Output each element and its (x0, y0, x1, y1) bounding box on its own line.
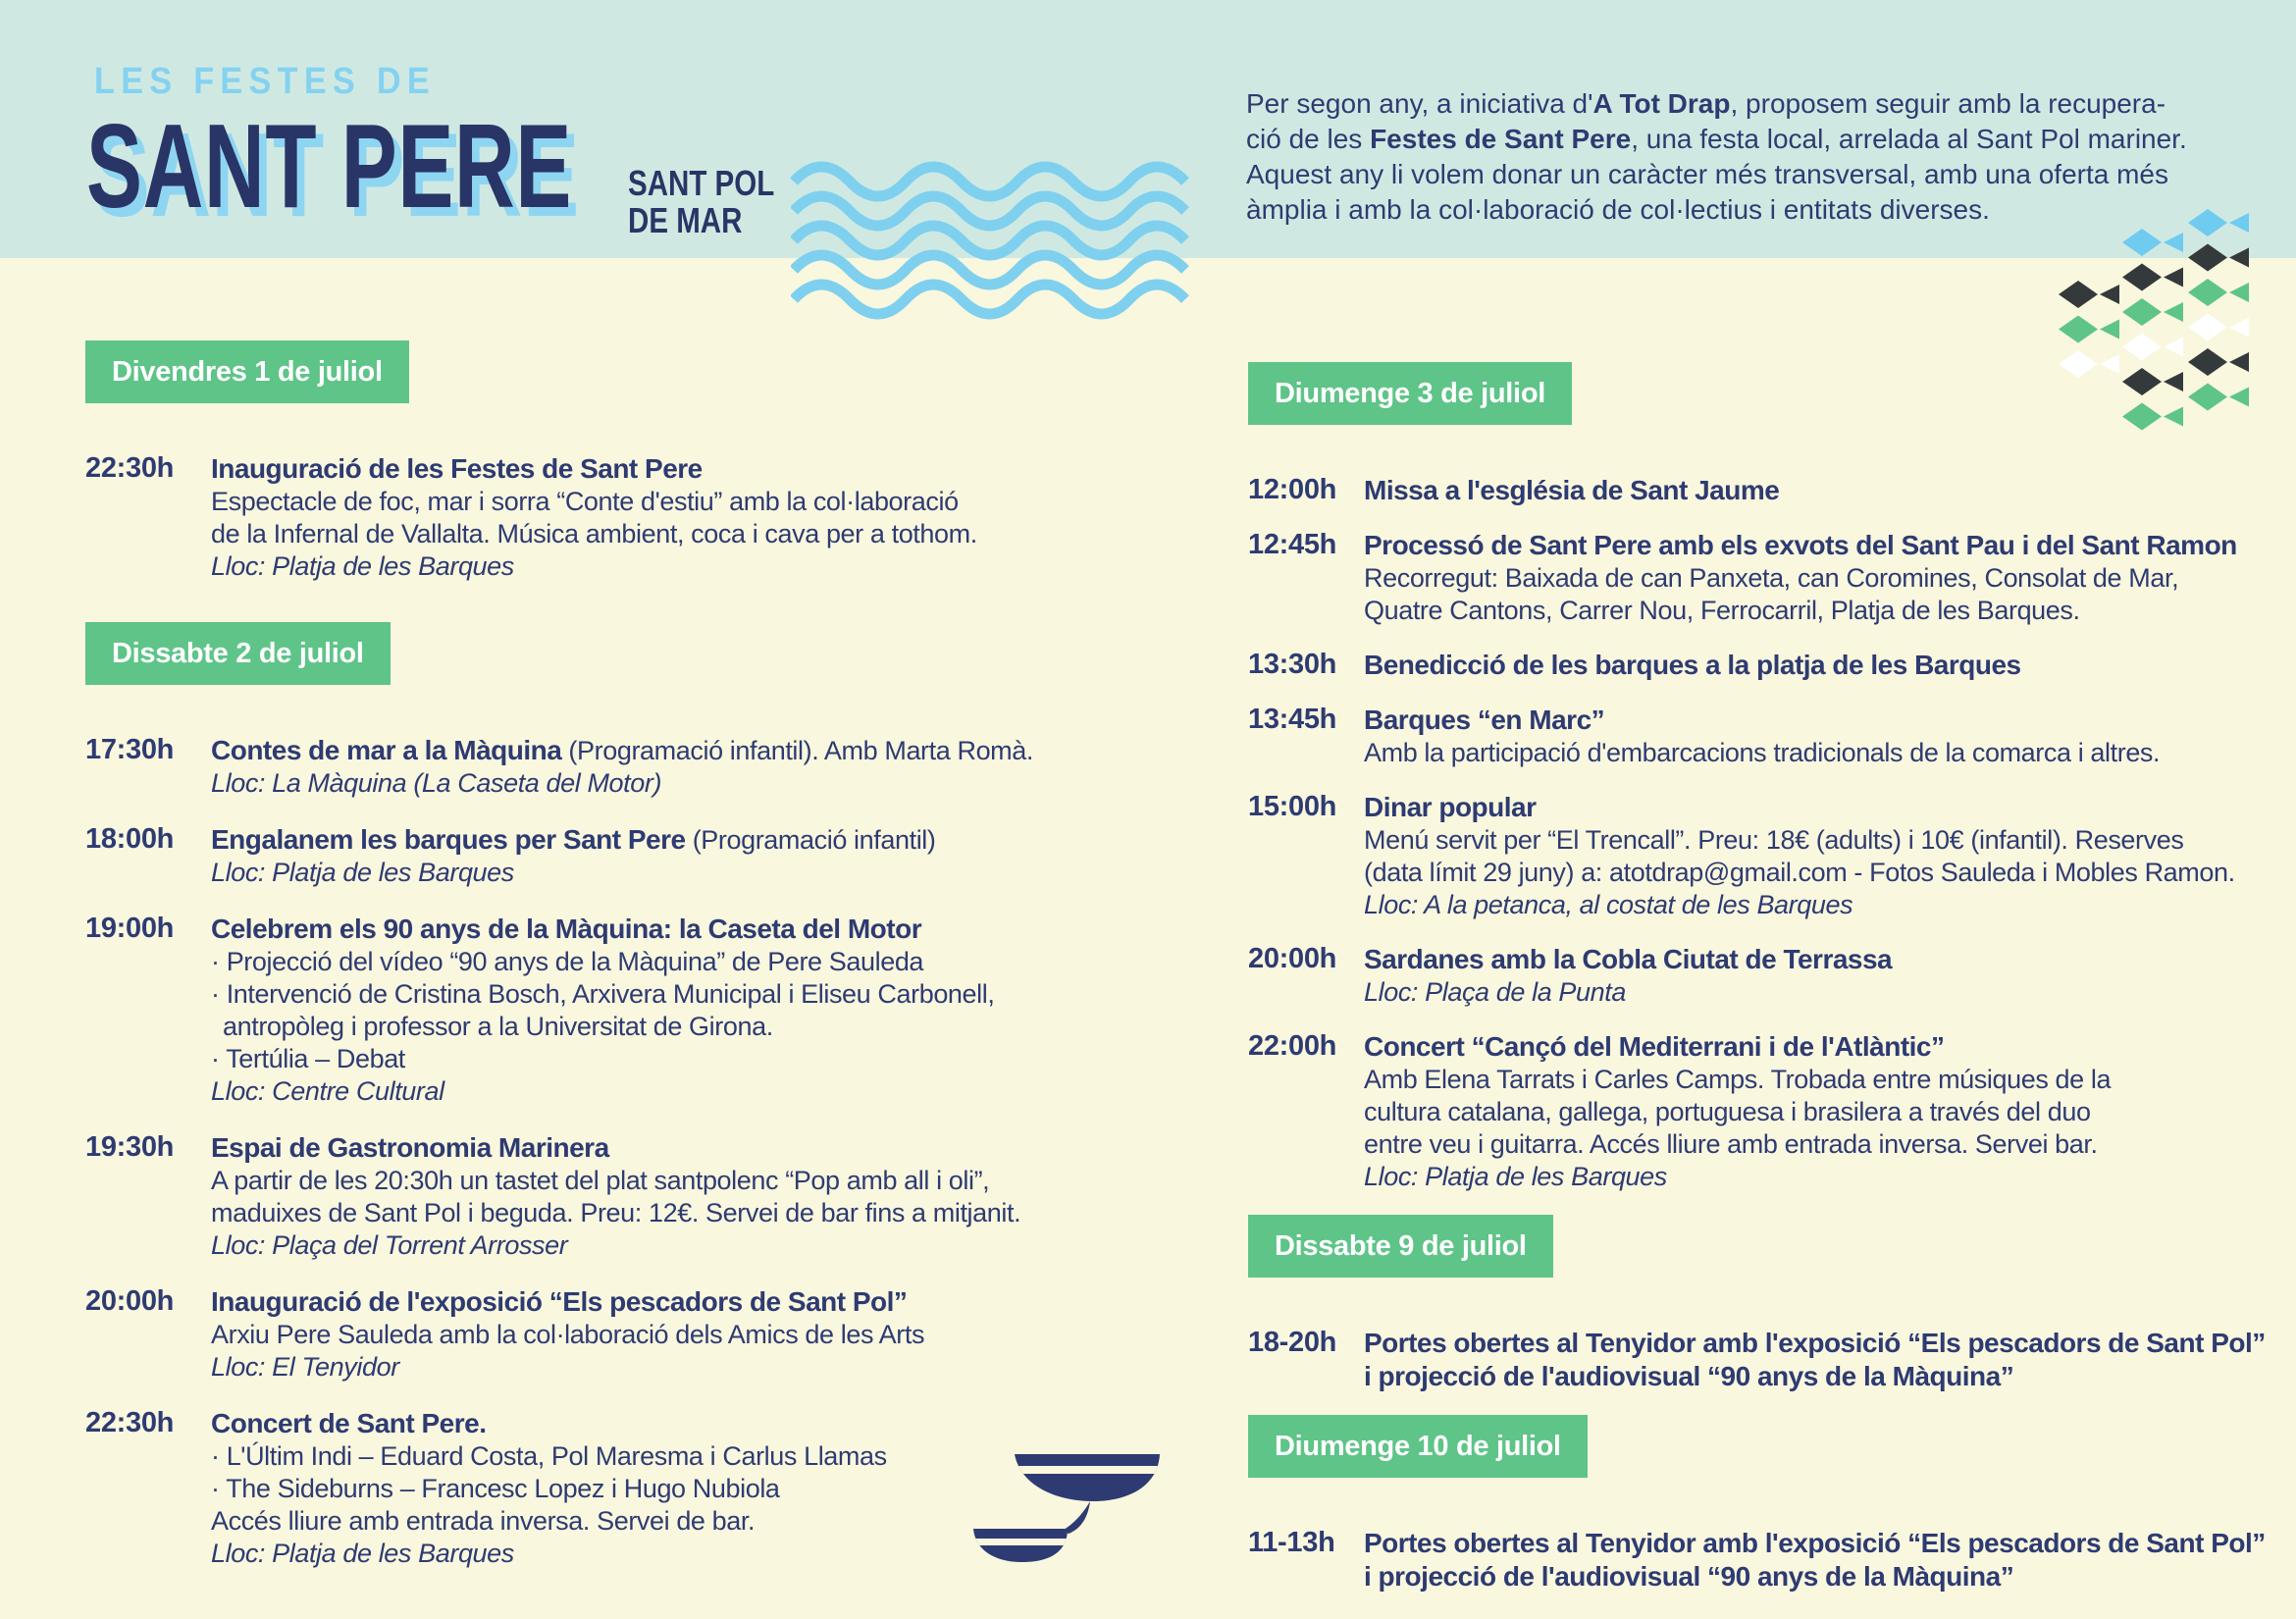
intro-line: àmplia i amb la col·laboració de col·lectius i entitats diverses. (1246, 194, 1990, 225)
event-line: Dinar popular (1364, 792, 1537, 822)
fish-icon (2188, 384, 2249, 411)
intro-line: ció de les Festes de Sant Pere, una festa local, arrelada al Sant Pol mariner. (1246, 124, 2187, 154)
event-row (1248, 1030, 2288, 1193)
event-row (1248, 704, 2288, 769)
poster-subtitle (628, 165, 774, 239)
fish-icon (2122, 298, 2183, 326)
fish-icon (2188, 244, 2249, 272)
day-section (1248, 1215, 2288, 1393)
event-row (1248, 649, 2288, 682)
event-line: Benedicció de les barques a la platja de les Barques (1364, 650, 2021, 680)
event-line: Barques “en Marc” (1364, 705, 1605, 735)
event-time: 12:00h (1248, 474, 1337, 505)
event-row (85, 1285, 1140, 1384)
fish-icon (2122, 334, 2183, 361)
event-row (85, 1131, 1140, 1262)
event-row (85, 452, 1140, 583)
event-line: Celebrem els 90 anys de la Màquina: la Caseta del Motor (211, 914, 922, 944)
event-line: de la Infernal de Vallalta. Música ambient, coca i cava per a tothom. (211, 519, 977, 548)
event-row (85, 913, 1140, 1108)
event-line: Lloc: Plaça del Torrent Arrosser (211, 1230, 568, 1260)
event-line: Espectacle de foc, mar i sorra “Conte d'estiu” amb la col·laboració (211, 487, 959, 516)
event-body (211, 452, 1140, 583)
event-row (1248, 1327, 2288, 1393)
event-line: Arxiu Pere Sauleda amb la col·laboració dels Amics de les Arts (211, 1320, 925, 1349)
fish-icon (2188, 279, 2249, 306)
event-line: Lloc: El Tenyidor (211, 1352, 399, 1382)
event-body (1364, 1327, 2288, 1393)
event-line: (data límit 29 juny) a: atotdrap@gmail.com - Fotos Sauleda i Mobles Ramon. (1364, 858, 2235, 887)
fish-icon (2188, 348, 2249, 376)
event-line: Processó de Sant Pere amb els exvots del Sant Pau i del Sant Ramon (1364, 530, 2237, 560)
event-time: 20:00h (1248, 943, 1337, 974)
intro-text (1246, 86, 2188, 228)
event-body (211, 734, 1140, 800)
event-row (1248, 1527, 2288, 1593)
event-line: A partir de les 20:30h un tastet del plat santpolenc “Pop amb all i oli”, (211, 1166, 990, 1195)
event-line: · L'Últim Indi – Eduard Costa, Pol Maresma i Carlus Llamas (211, 1441, 887, 1471)
day-section (1248, 1415, 2288, 1593)
event-body (1364, 943, 2288, 1009)
event-line: Sardanes amb la Cobla Ciutat de Terrassa (1364, 944, 1893, 974)
event-line: cultura catalana, gallega, portuguesa i brasilera a través del duo (1364, 1097, 2091, 1126)
event-time: 22:30h (85, 1407, 175, 1438)
intro-line: Aquest any li volem donar un caràcter més transversal, amb una oferta més (1246, 159, 2168, 189)
fish-icon (2122, 229, 2183, 256)
event-line: i projecció de l'audiovisual “90 anys de la Màquina” (1364, 1561, 2014, 1592)
event-body (211, 1285, 1140, 1384)
event-line: Engalanem les barques per Sant Pere (Programació infantil) (211, 824, 936, 855)
fish-school-icon (2049, 196, 2296, 491)
intro-line: Per segon any, a iniciativa d'A Tot Drap, proposem seguir amb la recupera- (1246, 88, 2166, 119)
event-line: Missa a l'església de Sant Jaume (1364, 475, 1780, 505)
event-time: 20:00h (85, 1285, 175, 1317)
event-line: Lloc: Centre Cultural (211, 1076, 444, 1106)
date-badge: Diumenge 3 de juliol (1248, 362, 1572, 425)
event-body (211, 1131, 1140, 1262)
event-line: Recorregut: Baixada de can Panxeta, can Coromines, Consolat de Mar, (1364, 563, 2179, 593)
date-badge: Diumenge 10 de juliol (1248, 1415, 1588, 1478)
event-time: 17:30h (85, 734, 175, 765)
event-body (1364, 649, 2288, 682)
event-time: 12:45h (1248, 529, 1337, 560)
event-line: Menú servit per “El Trencall”. Preu: 18€ (adults) i 10€ (infantil). Reserves (1364, 825, 2184, 855)
poster-kicker: LES FESTES DE (94, 61, 436, 102)
event-line: Quatre Cantons, Carrer Nou, Ferrocarril, Platja de les Barques. (1364, 596, 2080, 625)
event-line: Lloc: Platja de les Barques (211, 1539, 514, 1568)
subtitle-line-2: DE MAR (628, 200, 743, 240)
poster-title: SANT PERE (86, 99, 573, 233)
waves-icon (791, 160, 1193, 337)
event-line: Lloc: A la petanca, al costat de les Barques (1364, 890, 1853, 919)
event-line: Lloc: Platja de les Barques (211, 858, 514, 887)
event-time: 11-13h (1248, 1527, 1335, 1558)
event-line: Lloc: Platja de les Barques (211, 551, 514, 581)
event-body (1364, 704, 2288, 769)
event-line: i projecció de l'audiovisual “90 anys de la Màquina” (1364, 1361, 2014, 1391)
event-line: Concert de Sant Pere. (211, 1408, 487, 1438)
event-time: 19:30h (85, 1131, 175, 1163)
event-line: Espai de Gastronomia Marinera (211, 1132, 609, 1163)
event-line: antropòleg i professor a la Universitat de Girona. (223, 1012, 773, 1041)
event-body (211, 823, 1140, 889)
event-line: Lloc: Plaça de la Punta (1364, 977, 1626, 1007)
event-line: Amb Elena Tarrats i Carles Camps. Trobada entre músiques de la (1364, 1065, 2112, 1094)
event-time: 22:00h (1248, 1030, 1337, 1062)
event-body (1364, 1030, 2288, 1193)
event-time: 19:00h (85, 913, 175, 944)
subtitle-line-1: SANT POL (628, 163, 775, 203)
event-row (1248, 529, 2288, 627)
event-line: Inauguració de l'exposició “Els pescadors de Sant Pol” (211, 1286, 908, 1317)
event-row (1248, 943, 2288, 1009)
event-time: 13:30h (1248, 649, 1337, 680)
event-body (1364, 1527, 2288, 1593)
event-line: · Intervenció de Cristina Bosch, Arxivera Municipal i Eliseu Carbonell, (211, 979, 995, 1009)
fish-icon (2122, 403, 2183, 431)
fish-icon (2059, 281, 2119, 308)
event-line: · Projecció del vídeo “90 anys de la Màquina” de Pere Sauleda (211, 947, 924, 976)
event-line: Lloc: La Màquina (La Caseta del Motor) (211, 768, 662, 798)
fish-icon (2188, 209, 2249, 236)
day-section (85, 340, 1140, 583)
event-body (1364, 791, 2288, 921)
date-badge: Divendres 1 de juliol (85, 340, 409, 403)
fish-icon (2188, 314, 2249, 341)
event-line: Accés lliure amb entrada inversa. Servei de bar. (211, 1506, 756, 1536)
event-line: entre veu i guitarra. Accés lliure amb entrada inversa. Servei bar. (1364, 1129, 2098, 1159)
event-row (1248, 791, 2288, 921)
event-line: Concert “Cançó del Mediterrani i de l'Atlàntic” (1364, 1031, 1945, 1062)
event-row (85, 823, 1140, 889)
boats-icon (973, 1438, 1160, 1566)
program-column-right (1248, 340, 2288, 1615)
fish-icon (2059, 316, 2119, 343)
event-line: Inauguració de les Festes de Sant Pere (211, 453, 703, 484)
event-line: Amb la participació d'embarcacions tradicionals de la comarca i altres. (1364, 738, 2161, 767)
fish-icon (2059, 350, 2119, 378)
event-line: Portes obertes al Tenyidor amb l'exposició “Els pescadors de Sant Pol” (1364, 1528, 2266, 1558)
event-body (1364, 529, 2288, 627)
day-section (85, 622, 1140, 1570)
program-column-left (85, 340, 1140, 1593)
event-body (211, 913, 1140, 1108)
event-line: maduixes de Sant Pol i beguda. Preu: 12€. Servei de bar fins a mitjanit. (211, 1198, 1021, 1227)
date-badge: Dissabte 9 de juliol (1248, 1215, 1553, 1278)
event-time: 13:45h (1248, 704, 1337, 735)
date-badge: Dissabte 2 de juliol (85, 622, 391, 685)
event-line: · The Sideburns – Francesc Lopez i Hugo Nubiola (211, 1474, 780, 1503)
fish-icon (2122, 264, 2183, 291)
event-row (85, 734, 1140, 800)
event-line: Contes de mar a la Màquina (Programació infantil). Amb Marta Romà. (211, 735, 1033, 765)
event-time: 18:00h (85, 823, 175, 855)
event-time: 22:30h (85, 452, 175, 484)
event-line: Portes obertes al Tenyidor amb l'exposició “Els pescadors de Sant Pol” (1364, 1328, 2266, 1358)
event-line: · Tertúlia – Debat (211, 1044, 405, 1073)
event-line: Lloc: Platja de les Barques (1364, 1162, 1667, 1191)
event-time: 18-20h (1248, 1327, 1337, 1358)
event-time: 15:00h (1248, 791, 1337, 822)
fish-icon (2122, 368, 2183, 395)
